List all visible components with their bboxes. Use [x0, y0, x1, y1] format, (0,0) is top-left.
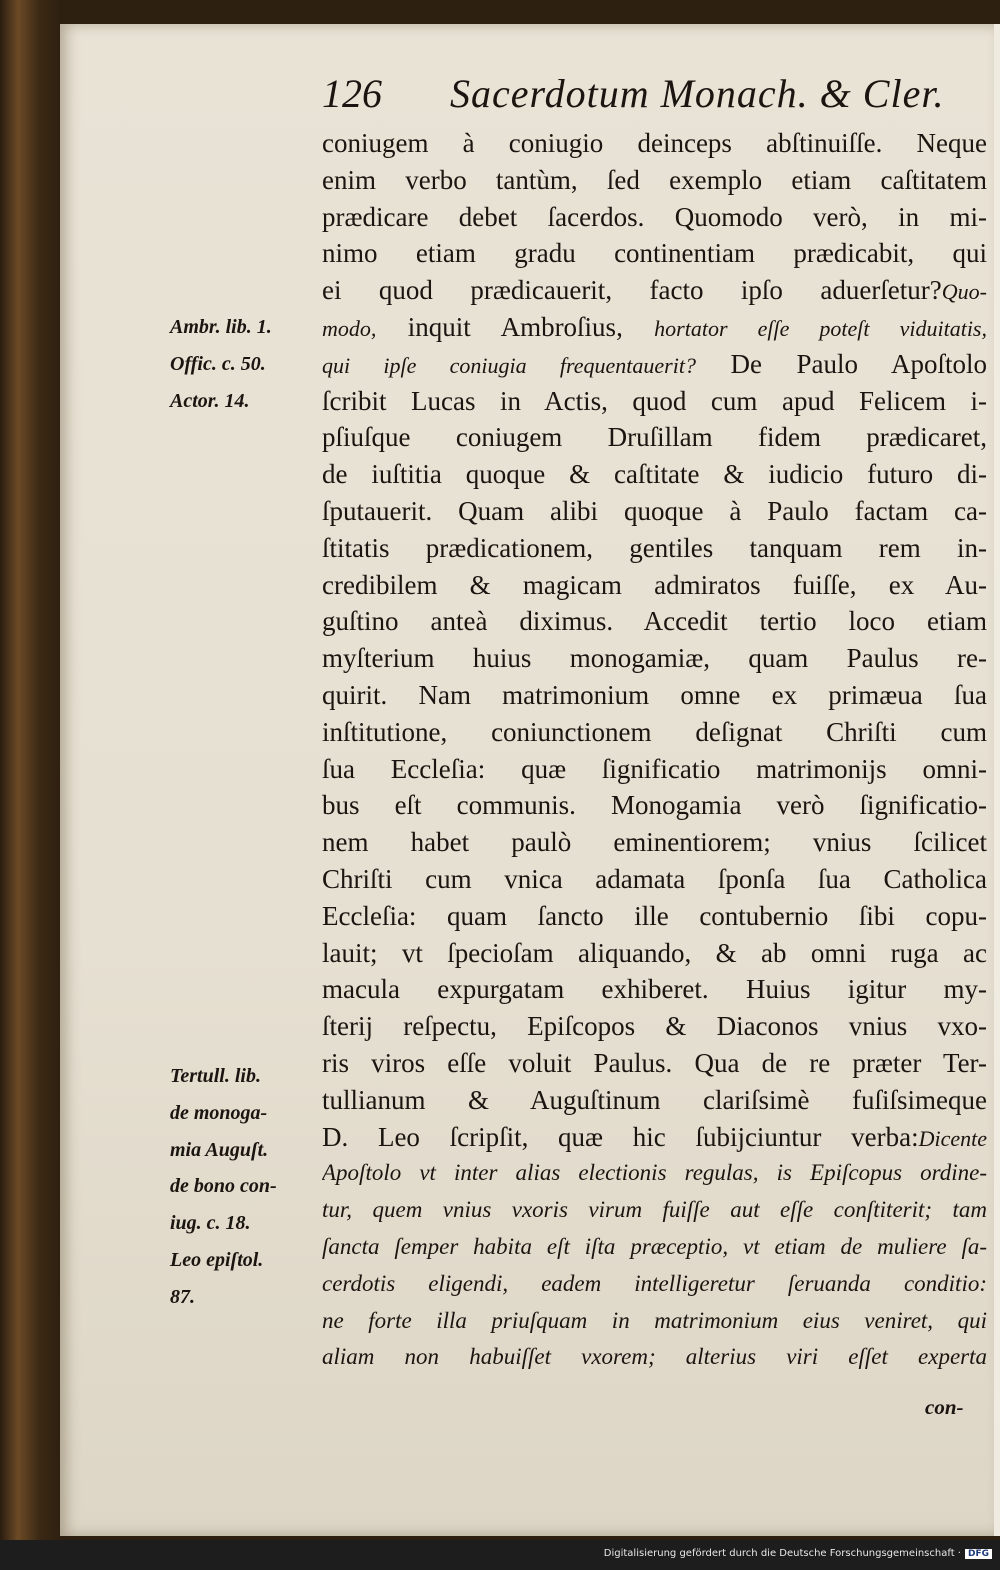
- text-segment: tullianum & Auguſtinum clariſsimè fuſiſsimeque: [322, 1084, 987, 1115]
- text-line: [322, 861, 987, 898]
- text-segment: ſcribit Lucas in Actis, quod cum apud Felicem i-: [322, 385, 987, 416]
- page-number: 126: [322, 71, 382, 116]
- italic-segment: qui ipſe coniugia frequentauerit?: [322, 352, 696, 378]
- text-line: [322, 787, 987, 824]
- text-line: [322, 567, 987, 604]
- text-segment: ſputauerit. Quam alibi quoque à Paulo factam ca-: [322, 495, 987, 526]
- text-segment: coniugem à coniugio deinceps abſtinuiſſe. Neque: [322, 128, 987, 158]
- text-segment: ei quod prædicauerit, facto ipſo aduerſetur?: [322, 275, 942, 306]
- text-segment: ſtitatis prædicationem, gentiles tanquam rem in-: [322, 532, 987, 563]
- text-line: [322, 419, 987, 456]
- catchword: con-: [925, 1395, 964, 1419]
- text-segment: Chriſti cum vnica adamata ſponſa ſua Catholica: [322, 863, 987, 894]
- italic-segment: tur, quem vnius vxoris virum fuiſſe aut eſſe conſtiterit; tam: [322, 1197, 987, 1223]
- text-line: [322, 1229, 987, 1266]
- text-line: [322, 1045, 987, 1082]
- dfg-logo: DFG: [965, 1549, 992, 1559]
- margin-note: Actor. 14.: [170, 389, 250, 412]
- text-line: [322, 971, 987, 1008]
- text-segment: bus eſt communis. Monogamia verò ſignificatio-: [322, 790, 987, 821]
- footer-credit: [604, 1548, 992, 1559]
- text-line: [322, 199, 987, 236]
- text-segment: nimo etiam gradu continentiam prædicabit, qui: [322, 238, 987, 269]
- text-line: [322, 1008, 987, 1045]
- text-line: [322, 640, 987, 677]
- margin-note: Ambr. lib. 1.: [170, 316, 272, 338]
- text-line: [322, 1155, 987, 1192]
- text-segment: de iuſtitia quoque & caſtitate & iudicio futuro di-: [322, 459, 987, 490]
- margin-note: iug. c. 18.: [170, 1212, 251, 1235]
- margin-note: Tertull. lib.: [170, 1065, 261, 1087]
- text-line: [322, 162, 987, 199]
- margin-notes-top: [170, 309, 320, 419]
- italic-segment: Quo-: [941, 279, 987, 305]
- text-segment: prædicare debet ſacerdos. Quomodo verò, in mi-: [322, 201, 987, 232]
- text-line: [322, 272, 987, 309]
- margin-note: Leo epiſtol.: [170, 1248, 264, 1271]
- text-segment: quirit. Nam matrimonium omne ex primæua ſua: [322, 679, 987, 710]
- text-line: [322, 530, 987, 567]
- italic-segment: cerdotis eligendi, eadem intelligeretur ſeruanda conditio:: [322, 1270, 987, 1296]
- text-line: [322, 677, 987, 714]
- italic-segment: aliam non habuiſſet vxorem; alterius viri eſſet experta: [322, 1344, 987, 1370]
- text-line: [322, 1303, 987, 1340]
- italic-segment: hortator eſſe poteſt viduitatis,: [654, 315, 987, 341]
- text-segment: pſiuſque coniugem Druſillam fidem prædicaret,: [322, 422, 987, 453]
- text-segment: D. Leo ſcripſit, quæ hic ſubijciuntur verba:: [322, 1121, 919, 1152]
- italic-segment: Dicente: [918, 1125, 987, 1151]
- text-line: [322, 603, 987, 640]
- text-line: [322, 1266, 987, 1303]
- text-line: [322, 235, 987, 272]
- text-line: [322, 346, 987, 383]
- running-title: Sacerdotum Monach. & Cler.: [450, 71, 945, 116]
- text-line: [322, 714, 987, 751]
- margin-note: 87.: [170, 1285, 195, 1308]
- text-segment: Eccleſia: quam ſancto ille contubernio ſibi copu-: [322, 900, 987, 931]
- italic-segment: Apoſtolo vt inter alias electionis regulas, is Epiſcopus ordine-: [322, 1160, 987, 1186]
- text-segment: ris viros eſſe voluit Paulus. Qua de re præter Ter-: [322, 1047, 987, 1078]
- text-segment: inſtitutione, coniunctionem deſignat Chriſti cum: [322, 716, 987, 747]
- text-segment: nem habet paulò eminentiorem; vnius ſcilicet: [322, 827, 987, 858]
- text-segment: lauit; vt ſpecioſam aliquando, & ab omni ruga ac: [322, 937, 987, 968]
- text-segment: inquit Ambroſius,: [376, 311, 655, 342]
- text-line: [322, 824, 987, 861]
- text-line: [322, 898, 987, 935]
- text-line: [322, 125, 987, 162]
- text-line: [322, 1082, 987, 1119]
- text-line: [322, 751, 987, 788]
- text-segment: De Paulo Apoſtolo: [695, 348, 987, 379]
- italic-segment: ſancta ſemper habita eſt iſta præceptio, vt etiam de muliere ſa-: [322, 1233, 987, 1259]
- text-line: [322, 1339, 987, 1376]
- text-segment: credibilem & magicam admiratos fuiſſe, ex Au-: [322, 569, 987, 600]
- italic-segment: modo,: [322, 315, 377, 341]
- text-segment: myſterium huius monogamiæ, quam Paulus re-: [322, 643, 987, 674]
- text-line: [322, 935, 987, 972]
- text-segment: ſua Eccleſia: quæ ſignificatio matrimonijs omni-: [322, 753, 987, 784]
- text-line: [322, 1119, 987, 1156]
- margin-note: Offic. c. 50.: [170, 352, 266, 375]
- text-line: [322, 309, 987, 346]
- text-line: [322, 493, 987, 530]
- page-edge: [994, 24, 1000, 1536]
- text-line: [322, 456, 987, 493]
- text-segment: guſtino anteà diximus. Accedit tertio loco etiam: [322, 606, 987, 637]
- text-segment: ſterij reſpectu, Epiſcopos & Diaconos vnius vxo-: [322, 1011, 987, 1042]
- footer-credit-text: Digitalisierung gefördert durch die Deutsche Forschungsgemeinschaft ·: [603, 1548, 961, 1559]
- text-segment: enim verbo tantùm, ſed exemplo etiam caſtitatem: [322, 164, 987, 195]
- margin-notes-bottom: [170, 1058, 320, 1316]
- margin-note: de monoga-: [170, 1101, 268, 1124]
- text-line: [322, 1192, 987, 1229]
- margin-note: mia Auguſt.: [170, 1138, 269, 1161]
- text-segment: macula expurgatam exhiberet. Huius igitur my-: [322, 974, 987, 1005]
- italic-segment: ne forte illa priuſquam in matrimonium eius veniret, qui: [322, 1307, 987, 1333]
- margin-note: de bono con-: [170, 1175, 277, 1198]
- body-text: [322, 125, 987, 1376]
- text-line: [322, 383, 987, 420]
